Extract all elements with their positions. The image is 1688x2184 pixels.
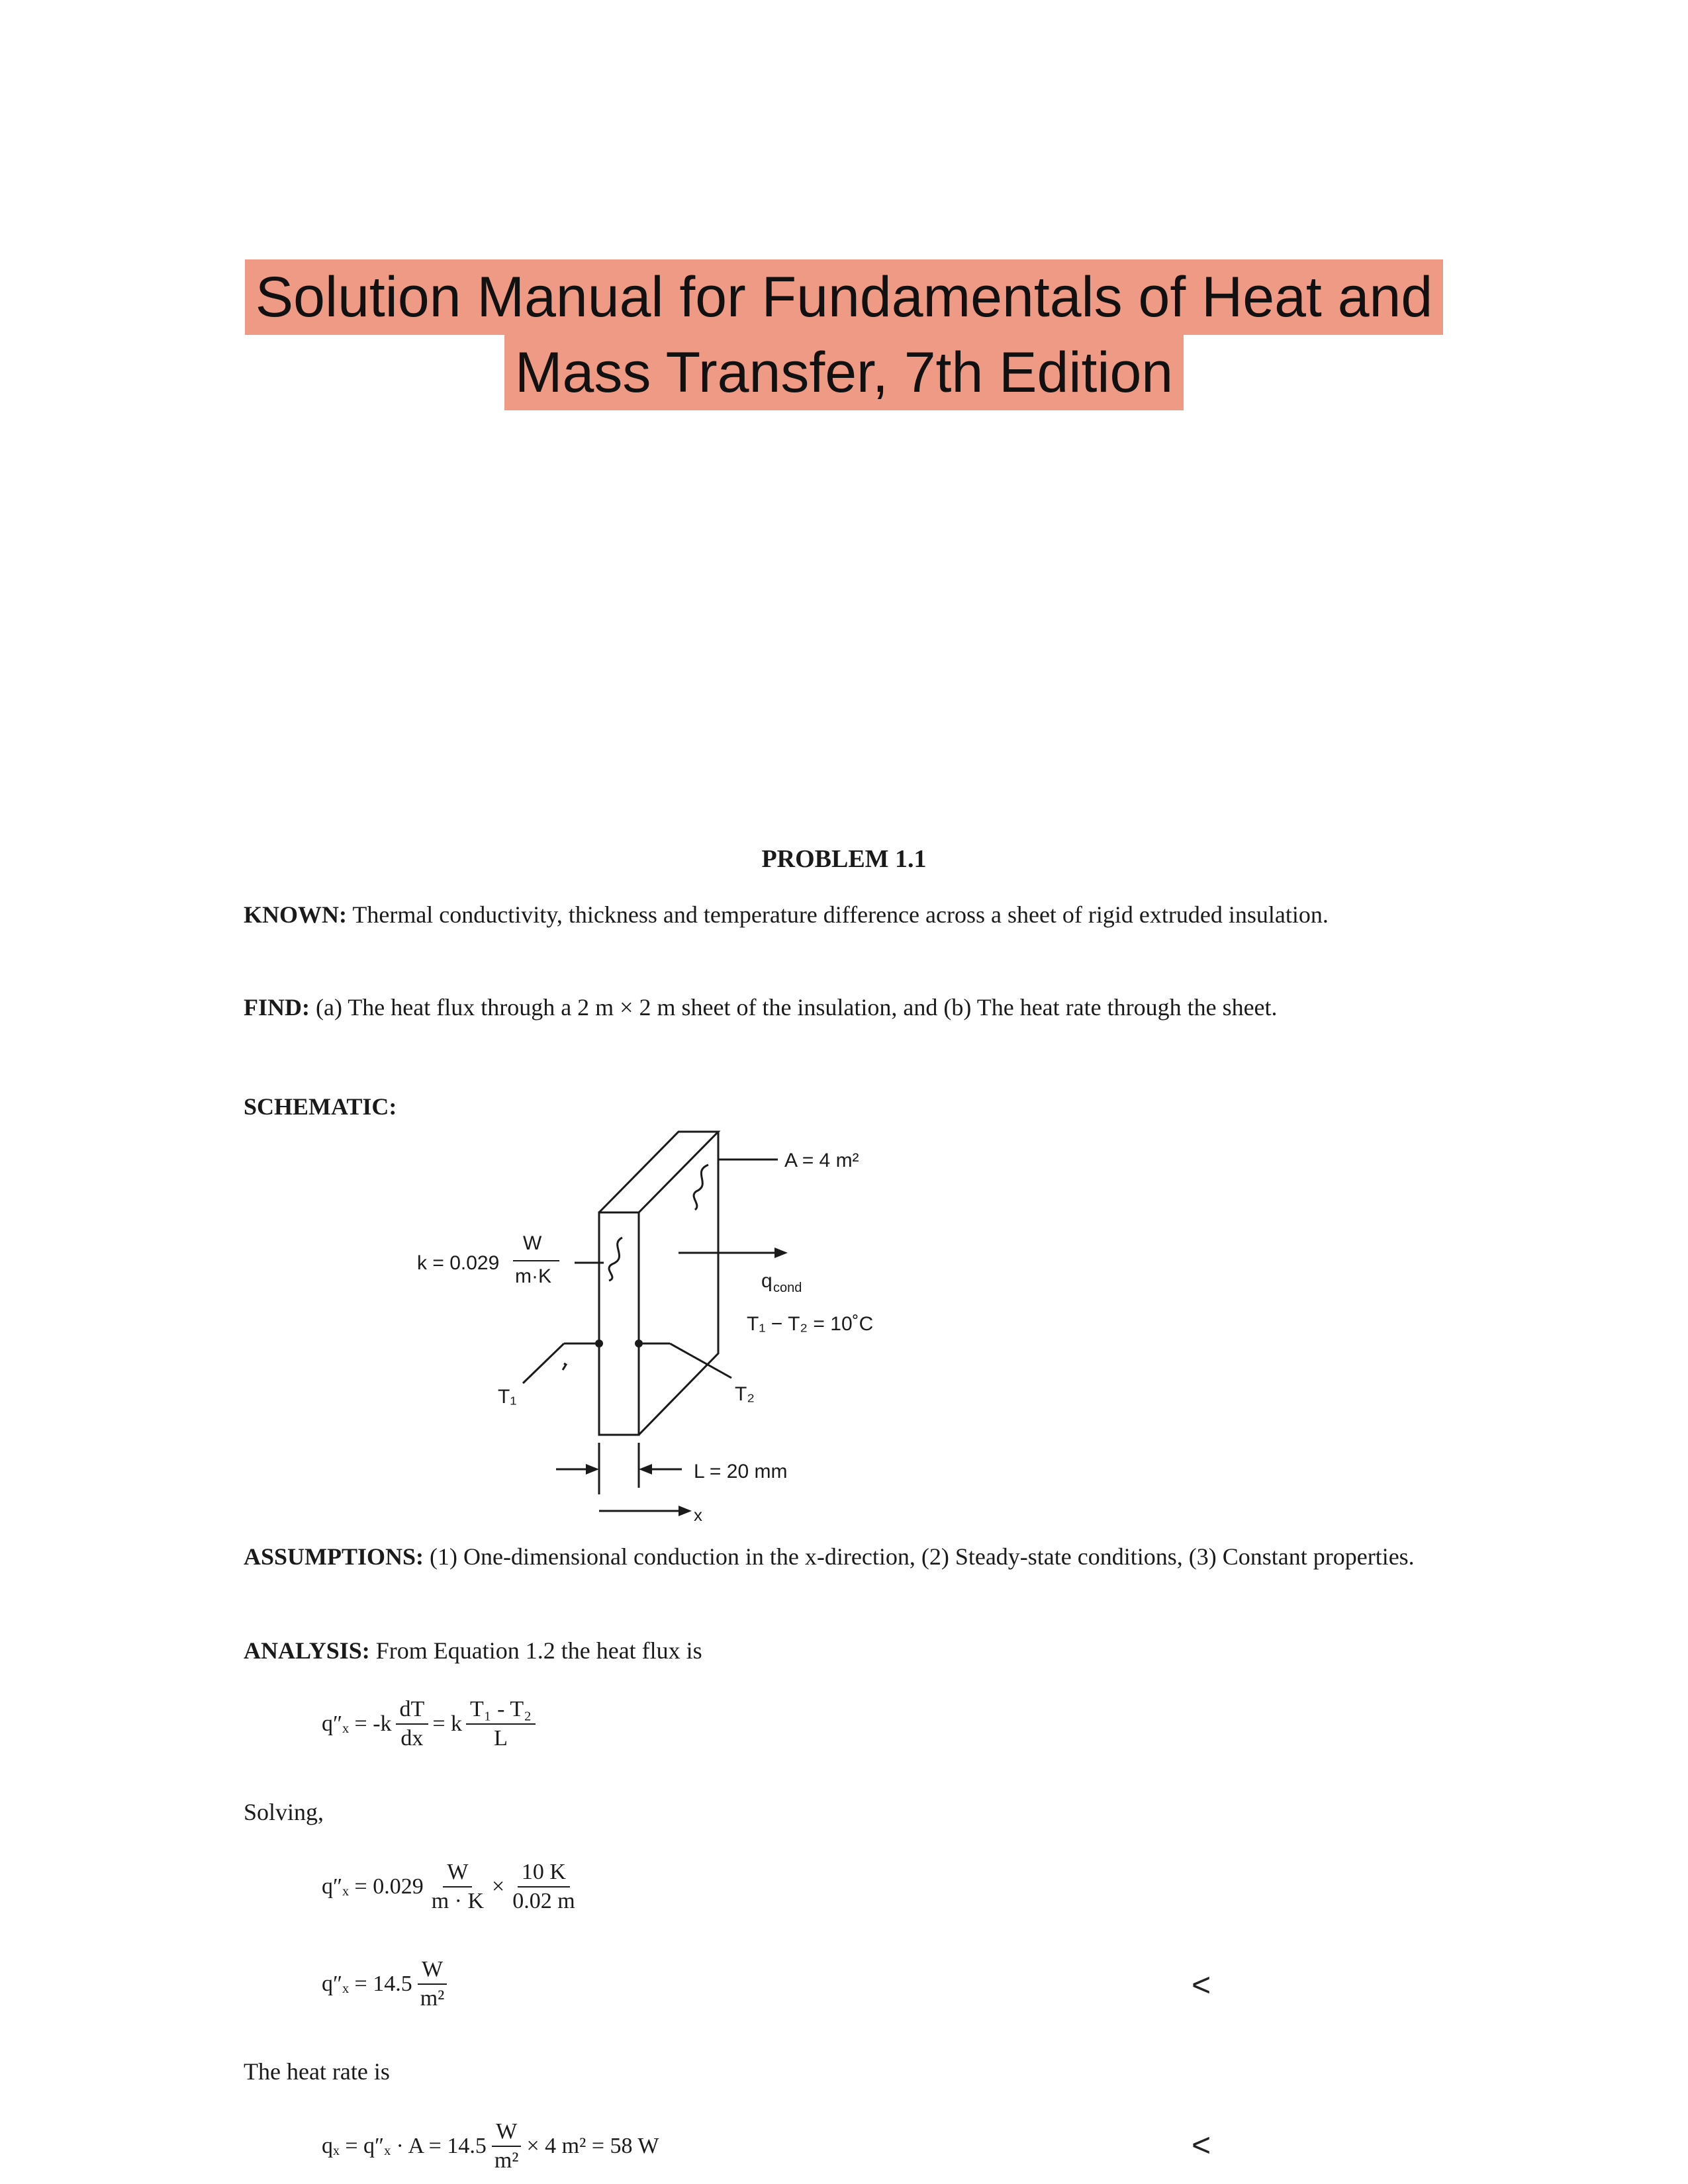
assumptions-paragraph <box>244 1541 1435 1572</box>
answer-mark-heat-flux: < <box>1192 1966 1211 2003</box>
known-label: KNOWN: <box>244 901 347 928</box>
eq2-lhs: q″ₓ = 0.029 <box>322 1874 424 1899</box>
eq1-fraction-derivative <box>396 1696 429 1752</box>
find-label: FIND: <box>244 994 310 1021</box>
q-label: q <box>761 1270 773 1292</box>
eq4-rhs: × 4 m² = 58 W <box>526 2134 659 2158</box>
analysis-label: ANALYSIS: <box>244 1637 370 1664</box>
slab-front-face <box>599 1212 639 1435</box>
t2-node <box>635 1340 643 1347</box>
analysis-paragraph <box>244 1635 1435 1666</box>
eq4-lhs: qₓ = q″ₓ · A = 14.5 <box>322 2134 487 2158</box>
break-mark-front <box>609 1238 622 1281</box>
eq2-frac1-num: W <box>443 1858 472 1888</box>
equation-heat-rate-result <box>322 2118 659 2175</box>
eq1-lhs: q″ₓ = -k <box>322 1711 392 1736</box>
problem-heading: PROBLEM 1.1 <box>761 845 927 873</box>
eq3-frac-den: m² <box>420 1986 445 2011</box>
t1-leader-d <box>523 1343 564 1383</box>
analysis-text: From Equation 1.2 the heat flux is <box>375 1637 702 1664</box>
dim-right-arrowhead <box>639 1464 652 1475</box>
t1-node <box>595 1340 603 1347</box>
eq2-fraction-k-unit <box>428 1858 488 1915</box>
x-axis-label: x <box>694 1505 702 1525</box>
equation-substitution <box>322 1858 583 1915</box>
break-mark-top <box>694 1165 708 1210</box>
find-text: (a) The heat flux through a 2 m × 2 m sheet of the insulation, and (b) The heat rate through the sheet. <box>315 994 1278 1021</box>
title-line-1: Solution Manual for Fundamentals of Heat and <box>245 259 1443 335</box>
title-line-2: Mass Transfer, 7th Edition <box>504 335 1184 410</box>
eq1-frac2-num: T₁ - T₂ <box>466 1696 536 1725</box>
eq1-frac1-den: dx <box>400 1726 424 1751</box>
slab-right-face <box>639 1132 718 1435</box>
eq1-frac1-num: dT <box>396 1696 429 1725</box>
k-value-label: k = 0.029 <box>417 1252 500 1274</box>
area-label: A = 4 m² <box>784 1150 859 1171</box>
t2-label: T₂ <box>735 1383 755 1405</box>
assumptions-label: ASSUMPTIONS: <box>244 1543 424 1570</box>
k-unit-num: W <box>523 1232 542 1254</box>
schematic-label: SCHEMATIC: <box>244 1093 397 1120</box>
temp-diff-label: T₁ − T₂ = 10˚C <box>747 1313 874 1335</box>
heat-rate-text: The heat rate is <box>244 2058 390 2085</box>
answer-mark-heat-rate: < <box>1192 2126 1211 2163</box>
equation-heat-flux-definition <box>322 1696 539 1752</box>
k-unit-den: m·K <box>515 1265 551 1287</box>
eq4-frac-den: m² <box>494 2148 519 2173</box>
eq2-frac2-num: 10 K <box>518 1858 570 1888</box>
t1-label: T₁ <box>498 1386 517 1408</box>
eq3-frac-num: W <box>418 1956 447 1985</box>
eq3-fraction-unit <box>416 1956 449 2013</box>
eq4-fraction-unit <box>491 2118 523 2175</box>
x-axis-arrowhead <box>679 1506 692 1516</box>
equation-heat-flux-result <box>322 1956 452 2013</box>
known-text: Thermal conductivity, thickness and temperature difference across a sheet of rigid extruded insulation. <box>352 901 1329 928</box>
q-subscript: cond <box>773 1281 802 1295</box>
eq2-frac2-den: 0.02 m <box>512 1889 575 1913</box>
eq3-lhs: q″ₓ = 14.5 <box>322 1972 412 1996</box>
assumptions-text: (1) One-dimensional conduction in the x-direction, (2) Steady-state conditions, (3) Constant properties. <box>430 1543 1415 1570</box>
eq1-fraction-temp <box>466 1696 536 1752</box>
eq2-times: × <box>492 1874 505 1899</box>
eq1-mid: = k <box>432 1711 462 1736</box>
eq1-frac2-den: L <box>494 1726 508 1751</box>
eq2-fraction-values <box>508 1858 579 1915</box>
solving-text: Solving, <box>244 1799 324 1825</box>
eq4-frac-num: W <box>492 2118 521 2147</box>
eq2-frac1-den: m · K <box>431 1889 485 1913</box>
dim-left-arrowhead <box>586 1464 599 1475</box>
thickness-label: L = 20 mm <box>694 1461 788 1482</box>
q-arrowhead <box>774 1248 788 1258</box>
